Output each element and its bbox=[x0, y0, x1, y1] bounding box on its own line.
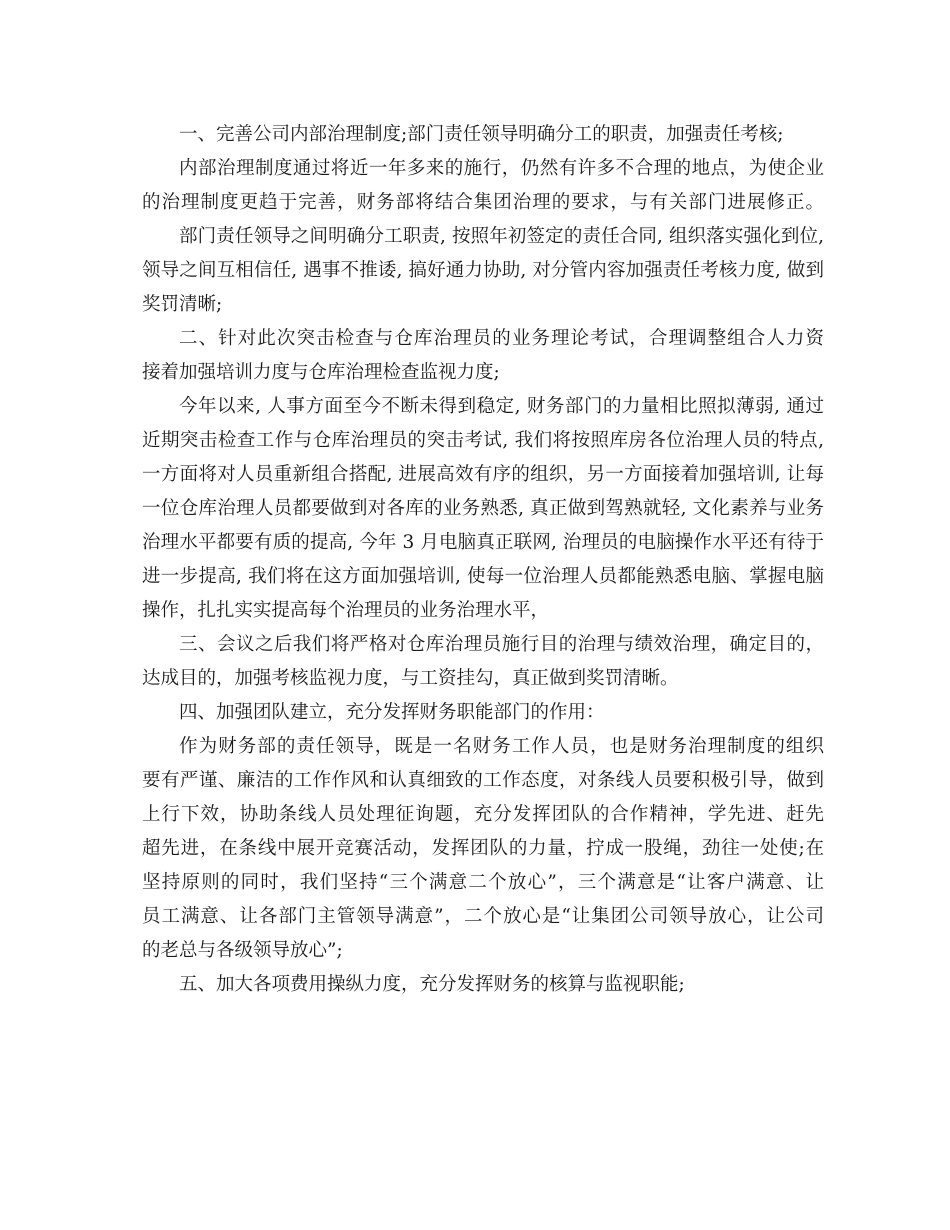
text-line: 内部治理制度通过将近一年多来的施行，仍然有许多不合理的地点，为使企业 bbox=[179, 158, 824, 179]
text-line: 进一步提高, 我们将在这方面加强培训, 使每一位治理人员都能熟悉电脑、掌握电脑 bbox=[142, 566, 824, 587]
text-line: 要有严谨、廉洁的工作作风和认真细致的工作态度，对条线人员要积极引导，做到 bbox=[142, 770, 824, 791]
text-line: 治理水平都要有质的提高, 今年 3 月电脑真正联网, 治理员的电脑操作水平还有待于 bbox=[142, 532, 824, 553]
document-body bbox=[142, 118, 824, 1002]
text-line: 超先进，在条线中展开竞赛活动，发挥团队的力量，拧成一股绳，劲往一处使;在 bbox=[142, 838, 824, 859]
text-line: 领导之间互相信任, 遇事不推诿, 搞好通力协助, 对分管内容加强责任考核力度, 做到 bbox=[142, 260, 824, 281]
text-line: 一、完善公司内部治理制度;部门责任领导明确分工的职责，加强责任考核; bbox=[179, 124, 784, 145]
text-line: 作为财务部的责任领导，既是一名财务工作人员，也是财务治理制度的组织 bbox=[179, 736, 824, 757]
text-line: 四、加强团队建立，充分发挥财务职能部门的作用： bbox=[179, 702, 605, 723]
text-line: 部门责任领导之间明确分工职责, 按照年初签定的责任合同, 组织落实强化到位, bbox=[179, 226, 824, 247]
text-line: 上行下效，协助条线人员处理征询题，充分发挥团队的合作精神，学先进、赶先 bbox=[142, 804, 824, 825]
text-line: 员工满意、让各部门主管领导满意”，二个放心是“让集团公司领导放心，让公司 bbox=[142, 906, 824, 927]
text-line: 三、会议之后我们将严格对仓库治理员施行目的治理与绩效治理，确定目的， bbox=[179, 634, 824, 655]
text-line: 五、加大各项费用操纵力度，充分发挥财务的核算与监视职能; bbox=[179, 974, 685, 995]
text-line: 奖罚清晰; bbox=[142, 294, 223, 315]
text-line: 一方面将对人员重新组合搭配, 进展高效有序的组织，另一方面接着加强培训, 让每 bbox=[142, 464, 824, 485]
text-line: 接着加强培训力度与仓库治理检查监视力度; bbox=[142, 362, 500, 383]
text-line: 坚持原则的同时，我们坚持“三个满意二个放心”，三个满意是“让客户满意、让 bbox=[142, 872, 824, 893]
text-line: 今年以来, 人事方面至今不断未得到稳定, 财务部门的力量相比照拟薄弱, 通过 bbox=[179, 396, 824, 417]
text-line: 达成目的，加强考核监视力度，与工资挂勾，真正做到奖罚清晰。 bbox=[142, 668, 679, 689]
text-line: 一位仓库治理人员都要做到对各库的业务熟悉, 真正做到驾熟就轻, 文化素养与业务 bbox=[142, 498, 824, 519]
text-line: 近期突击检查工作与仓库治理员的突击考试, 我们将按照库房各位治理人员的特点, bbox=[142, 430, 824, 451]
text-line: 二、针对此次突击检查与仓库治理员的业务理论考试，合理调整组合人力资 bbox=[179, 328, 824, 349]
text-line: 操作，扎扎实实提高每个治理员的业务治理水平， bbox=[142, 600, 550, 621]
text-line: 的治理制度更趋于完善，财务部将结合集团治理的要求，与有关部门进展修正。 bbox=[142, 192, 824, 213]
text-line: 的老总与各级领导放心”; bbox=[142, 940, 343, 961]
